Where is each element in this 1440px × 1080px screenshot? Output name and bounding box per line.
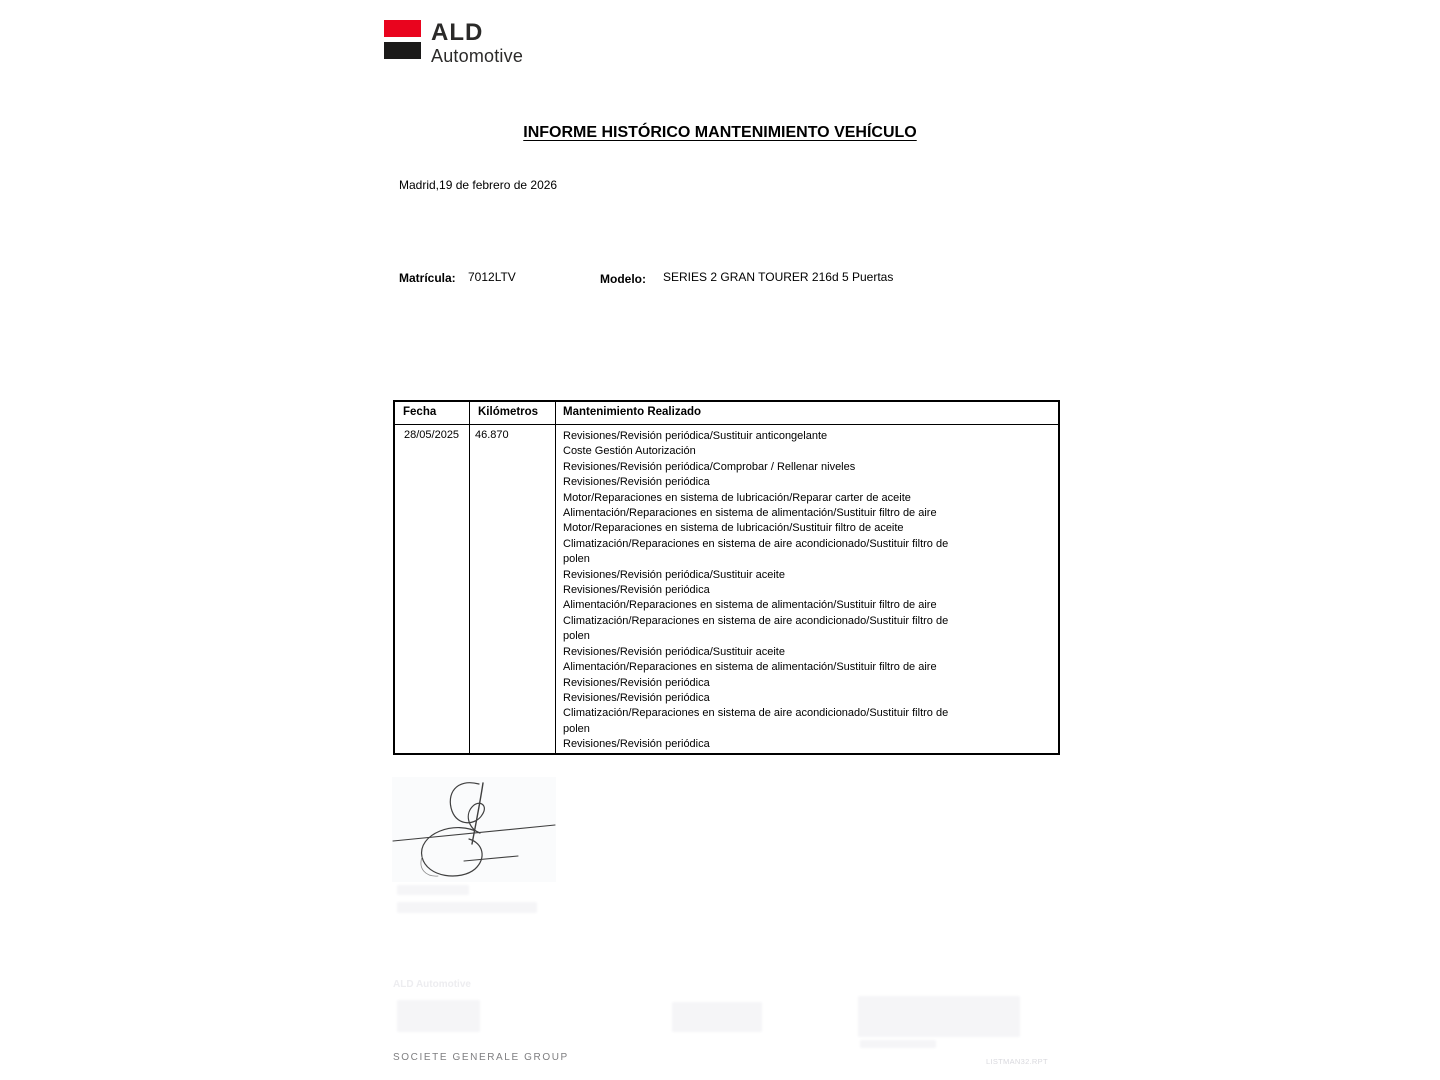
redacted-signer-line-1 (397, 885, 469, 895)
redacted-footer-block-right (858, 996, 1020, 1037)
matricula-label: Matrícula: (399, 271, 456, 285)
maintenance-item: Revisiones/Revisión periódica (563, 691, 710, 704)
logo-sub-text: Automotive (431, 46, 524, 66)
maintenance-item: Alimentación/Reparaciones en sistema de alimentación/Sustituir filtro de aire (563, 661, 937, 674)
table-row-mantenimiento (556, 425, 1058, 753)
table-row-fecha: 28/05/2025 (395, 425, 470, 753)
footer-company-faint: ALD Automotive (393, 979, 471, 990)
column-header-kilometros: Kilómetros (470, 402, 556, 425)
maintenance-item: Climatización/Reparaciones en sistema de aire acondicionado/Sustituir filtro de polen (563, 537, 949, 566)
societe-generale-group-text: SOCIETE GENERALE GROUP (393, 1052, 569, 1063)
maintenance-item: Revisiones/Revisión periódica/Sustituir anticongelante (563, 430, 828, 442)
maintenance-item: Motor/Reparaciones en sistema de lubricación/Sustituir filtro de aceite (563, 522, 904, 535)
matricula-value: 7012LTV (468, 270, 516, 284)
report-file-reference: LISTMAN32.RPT (986, 1057, 1048, 1066)
maintenance-item: Revisiones/Revisión periódica/Sustituir aceite (563, 645, 785, 658)
maintenance-item: Revisiones/Revisión periódica/Comprobar / Rellenar niveles (563, 460, 856, 473)
redacted-footer-block-right-2 (860, 1040, 936, 1048)
maintenance-item: Revisiones/Revisión periódica (563, 676, 710, 689)
signature (392, 777, 556, 882)
maintenance-item: Revisiones/Revisión periódica (563, 738, 710, 751)
redacted-footer-block-middle (672, 1002, 762, 1032)
redacted-signer-line-2 (397, 902, 537, 913)
maintenance-item: Climatización/Reparaciones en sistema de aire acondicionado/Sustituir filtro de polen (563, 614, 949, 643)
date-line: Madrid,19 de febrero de 2026 (399, 178, 558, 192)
modelo-label: Modelo: (600, 272, 646, 286)
maintenance-item: Coste Gestión Autorización (563, 445, 696, 458)
maintenance-item: Revisiones/Revisión periódica (563, 584, 710, 597)
societe-generale-square-icon (384, 20, 421, 59)
signature-scribble (392, 777, 556, 882)
column-header-fecha: Fecha (395, 402, 470, 425)
table-row-kilometros: 46.870 (470, 425, 556, 753)
report-title: INFORME HISTÓRICO MANTENIMIENTO VEHÍCULO (523, 124, 917, 141)
maintenance-item: Alimentación/Reparaciones en sistema de alimentación/Sustituir filtro de aire (563, 507, 937, 520)
logo-brand-text: ALD (431, 19, 484, 46)
maintenance-history-table (393, 400, 1060, 755)
redacted-footer-block-left (397, 1000, 480, 1032)
column-header-mantenimiento: Mantenimiento Realizado (556, 402, 1058, 425)
maintenance-item: Revisiones/Revisión periódica/Sustituir aceite (563, 568, 785, 581)
modelo-value: SERIES 2 GRAN TOURER 216d 5 Puertas (663, 270, 894, 284)
maintenance-item: Revisiones/Revisión periódica (563, 476, 710, 489)
ald-automotive-logo (384, 20, 523, 65)
maintenance-item: Climatización/Reparaciones en sistema de aire acondicionado/Sustituir filtro de polen (563, 707, 949, 735)
maintenance-list (563, 429, 976, 753)
maintenance-item: Alimentación/Reparaciones en sistema de alimentación/Sustituir filtro de aire (563, 599, 937, 612)
maintenance-item: Motor/Reparaciones en sistema de lubricación/Reparar carter de aceite (563, 491, 911, 504)
